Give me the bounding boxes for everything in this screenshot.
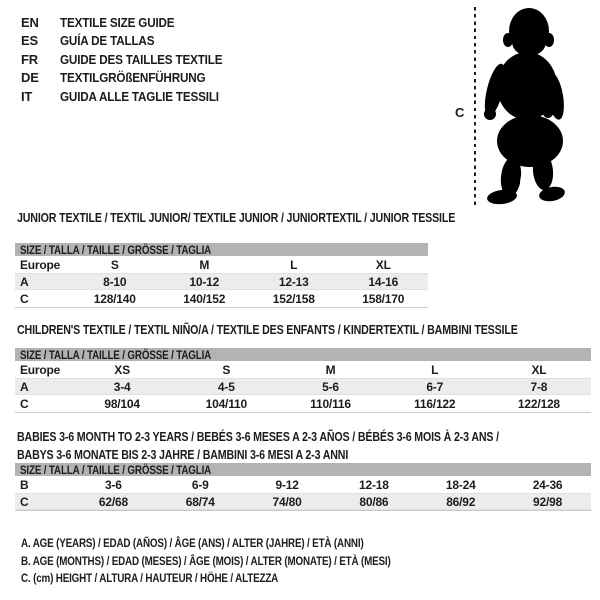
size-cell: 110/116 — [310, 396, 351, 411]
table-row — [15, 273, 428, 290]
size-bar — [15, 463, 591, 476]
language-code: ES — [21, 33, 38, 49]
table-row — [15, 395, 591, 412]
table-row — [15, 493, 591, 510]
row-label: Europe — [20, 362, 61, 377]
footnote-line — [21, 554, 472, 572]
row-label: Europe — [20, 257, 61, 272]
size-cell: 98/104 — [104, 396, 140, 411]
language-code: DE — [21, 70, 39, 86]
size-cell: 140/152 — [183, 291, 226, 306]
language-list — [21, 13, 240, 106]
language-row — [21, 50, 240, 69]
size-cell: XL — [375, 257, 391, 272]
size-bar-label: SIZE / TALLA / TAILLE / GRÖSSE / TAGLIA — [20, 462, 212, 477]
size-cell: S — [110, 257, 119, 272]
size-cell: 18-24 — [445, 477, 476, 492]
size-cell: 116/122 — [414, 396, 456, 411]
table-row — [15, 290, 428, 307]
language-code: FR — [21, 51, 38, 67]
language-row — [21, 69, 240, 88]
section-heading-children — [17, 321, 600, 339]
size-cell: 158/170 — [362, 291, 405, 306]
size-cell: 74/80 — [272, 494, 302, 509]
size-cell: XL — [531, 362, 547, 377]
size-cell: 12-13 — [278, 274, 309, 289]
height-measure-dotted-line — [474, 7, 476, 207]
size-cell: 152/158 — [272, 291, 315, 306]
size-cell: 9-12 — [275, 477, 299, 492]
footnotes — [21, 536, 472, 589]
heading-line: CHILDREN'S TEXTILE / TEXTIL NIÑO/A / TEXTILE DES ENFANTS / KINDERTEXTIL / BAMBINI TESSILE — [17, 322, 518, 337]
size-cell: 4-5 — [217, 379, 235, 394]
row-label: C — [20, 494, 29, 509]
language-title: TEXTILGRÖßENFÜHRUNG — [60, 70, 206, 86]
size-cell: 6-9 — [191, 477, 209, 492]
row-label: A — [20, 274, 29, 289]
footnote-line — [21, 571, 472, 589]
row-label: A — [20, 379, 29, 394]
row-label: C — [20, 396, 29, 411]
heading-line: JUNIOR TEXTILE / TEXTIL JUNIOR/ TEXTILE JUNIOR / JUNIORTEXTIL / JUNIOR TESSILE — [17, 210, 456, 225]
size-cell: 104/110 — [205, 396, 247, 411]
row-label: C — [20, 291, 29, 306]
size-cell: L — [431, 362, 439, 377]
size-bar-label: SIZE / TALLA / TAILLE / GRÖSSE / TAGLIA — [20, 347, 212, 362]
size-cell: 86/92 — [446, 494, 476, 509]
language-title: GUIDA ALLE TAGLIE TESSILI — [60, 88, 219, 104]
size-cell: 3-6 — [105, 477, 122, 492]
footnote-line — [21, 536, 472, 554]
heading-line: BABIES 3-6 MONTH TO 2-3 YEARS / BEBÉS 3-6 MESES A 2-3 AÑOS / BÉBÉS 3-6 MOIS À 2-3 ANS / — [17, 429, 499, 444]
junior-size-table — [15, 243, 428, 308]
table-row — [15, 378, 591, 395]
size-cell: M — [199, 257, 210, 272]
table-row — [15, 256, 428, 273]
row-label: B — [20, 477, 29, 492]
language-title: GUIDE DES TAILLES TEXTILE — [60, 51, 223, 67]
size-cell: 12-18 — [359, 477, 389, 492]
figure-height-label: C — [455, 105, 465, 120]
language-row — [21, 13, 240, 32]
size-cell: 5-6 — [322, 379, 339, 394]
size-cell: 14-16 — [368, 274, 399, 289]
section-heading-babies — [17, 428, 600, 464]
size-cell: M — [325, 362, 336, 377]
footnote-text: B. AGE (MONTHS) / EDAD (MESES) / ÂGE (MOIS) / ALTER (MONATE) / ETÀ (MESI) — [21, 553, 391, 568]
size-cell: 8-10 — [103, 274, 127, 289]
size-cell: 62/68 — [98, 494, 128, 509]
size-cell: 128/140 — [93, 291, 136, 306]
footnote-text: A. AGE (YEARS) / EDAD (AÑOS) / ÂGE (ANS) / ALTER (JAHRE) / ETÀ (ANNI) — [21, 536, 364, 550]
toddler-silhouette — [481, 8, 589, 208]
size-cell: 80/86 — [359, 494, 389, 509]
size-cell: 3-4 — [113, 379, 131, 394]
language-row — [21, 32, 240, 51]
children-size-table — [15, 348, 591, 413]
size-cell: 10-12 — [189, 274, 220, 289]
size-cell: S — [222, 362, 231, 377]
language-code: IT — [21, 88, 33, 104]
size-cell: 68/74 — [185, 494, 215, 509]
size-cell: 7-8 — [530, 379, 548, 394]
size-bar — [15, 348, 591, 361]
section-heading-junior — [17, 209, 551, 227]
size-cell: 122/128 — [517, 396, 560, 411]
language-title: TEXTILE SIZE GUIDE — [60, 14, 175, 30]
table-row — [15, 361, 591, 378]
heading-line: BABYS 3-6 MONATE BIS 2-3 JAHRE / BAMBINI 3-6 MESI A 2-3 ANNI — [17, 447, 349, 462]
babies-size-table — [15, 463, 591, 511]
language-code: EN — [21, 14, 39, 30]
size-bar-label: SIZE / TALLA / TAILLE / GRÖSSE / TAGLIA — [20, 242, 212, 257]
size-cell: XS — [114, 362, 130, 377]
language-title: GUÍA DE TALLAS — [60, 33, 155, 49]
language-row — [21, 87, 240, 106]
size-bar — [15, 243, 428, 256]
table-row — [15, 476, 591, 493]
size-cell: 92/98 — [533, 494, 563, 509]
footnote-text: C. (cm) HEIGHT / ALTURA / HAUTEUR / HÖHE / ALTEZZA — [21, 571, 279, 585]
size-cell: L — [290, 257, 298, 272]
size-cell: 6-7 — [426, 379, 444, 394]
size-cell: 24-36 — [532, 477, 563, 492]
